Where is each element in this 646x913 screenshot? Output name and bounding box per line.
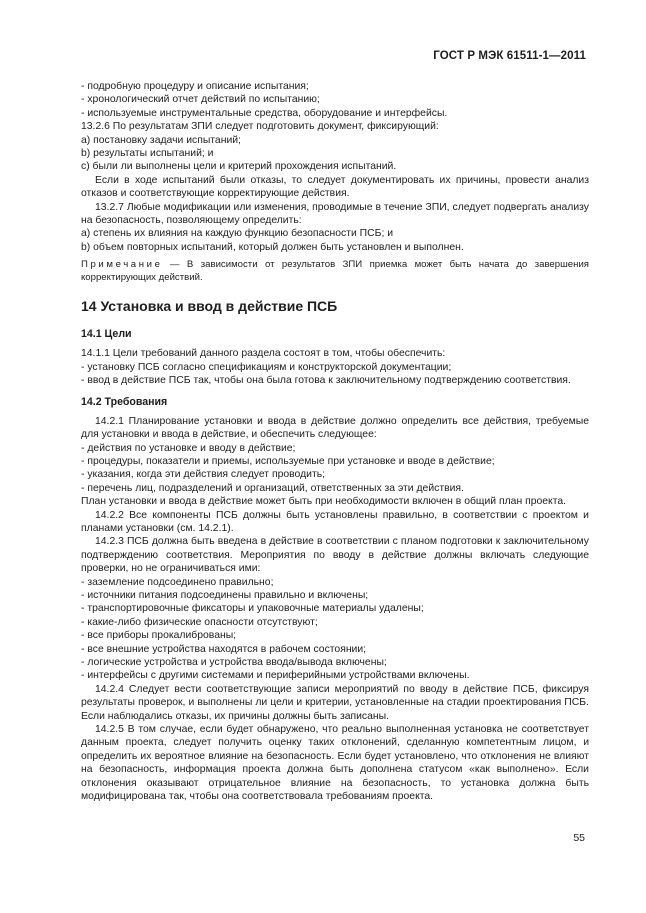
paragraph: 14.1.1 Цели требований данного раздела состоят в том, чтобы обеспечить: bbox=[81, 348, 446, 360]
page-number: 55 bbox=[573, 832, 585, 844]
paragraph: 14.2.2 Все компоненты ПСБ должны быть установлены правильно, в соответствии с проектом и планами установки (см. 14.2.1). bbox=[81, 509, 589, 534]
subsection-14-1-heading: 14.1 Цели bbox=[81, 328, 132, 341]
paragraph: - перечень лиц, подразделений и организаций, ответственных за эти действия. bbox=[81, 482, 464, 494]
paragraph: - подробную процедуру и описание испытания; bbox=[81, 81, 309, 92]
paragraph: Если в ходе испытаний были отказы, то следует документировать их причины, провести анализ отказов и соответствующие корректирующие действия. bbox=[81, 174, 589, 200]
subsection-14-2-heading: 14.2 Требования bbox=[81, 395, 168, 408]
paragraph: b) результаты испытаний; и bbox=[81, 148, 214, 160]
paragraph: 14.2.1 Планирование установки и ввода в действие должно определить все действия, требуемые для установки и ввода в действие, и обеспечить следующее: bbox=[81, 415, 589, 441]
paragraph: - транспортировочные фиксаторы и упаковочные материалы удалены; bbox=[81, 603, 424, 615]
paragraph: - все внешние устройства находятся в рабочем состоянии; bbox=[81, 643, 367, 655]
paragraph: - заземление подсоединено правильно; bbox=[81, 576, 274, 588]
paragraph: - установку ПСБ согласно спецификациям и конструкторской документации; bbox=[81, 361, 452, 373]
subsection-14-2-body bbox=[81, 415, 589, 804]
paragraph: - используемые инструментальные средства, оборудование и интерфейсы. bbox=[81, 107, 448, 119]
paragraph: 14.2.5 В том случае, если будет обнаружено, что реально выполненная установка не соответствует данным проекта, следует получить оценку таких отклонений, сделанную компетентным лицом, и определить их вероятное влияние на безопасность. Если будет установлено, что отклонения не влияют на безопасность, информация проекта должна быть дополнена статусом «как выполнено». Если отклонения оказывают отрицательное влияние на безопасность, то установка должна быть модифицирована так, чтобы она соответствовала требованиям проекта. bbox=[81, 724, 589, 803]
paragraph: 14.2.4 Следует вести соответствующие записи мероприятий по вводу в действие ПСБ, фиксируя результаты проверок, и выполнены ли цели и критерии, установленные на стадии проектирования ПСБ. Если наблюдались отказы, их причины должны быть записаны. bbox=[81, 683, 589, 722]
paragraph: - какие-либо физические опасности отсутствуют; bbox=[81, 616, 318, 628]
subsection-14-1-body bbox=[81, 347, 589, 387]
paragraph: a) степень их влияния на каждую функцию безопасности ПСБ; и bbox=[81, 228, 394, 240]
paragraph: b) объем повторных испытаний, который должен быть установлен и выполнен. bbox=[81, 241, 464, 253]
paragraph: - все приборы прокалиброваны; bbox=[81, 630, 237, 642]
paragraph: План установки и ввода в действие может быть при необходимости включен в общий план проекта. bbox=[81, 496, 567, 508]
note-label: Примечание bbox=[81, 259, 163, 271]
note bbox=[81, 259, 589, 284]
paragraph: - действия по установке и вводу в действие; bbox=[81, 442, 296, 454]
section-14-heading: 14 Установка и ввод в действие ПСБ bbox=[81, 298, 338, 315]
paragraph: c) были ли выполнены цели и критерий прохождения испытаний. bbox=[81, 161, 397, 173]
paragraph: a) постановку задачи испытаний; bbox=[81, 134, 241, 146]
paragraph: 14.2.3 ПСБ должна быть введена в действие в соответствии с планом подготовки к заключительному подтверждению соответствия. Мероприятия по вводу в действие должны включать следующие проверки, но не ограничиваться ими: bbox=[81, 536, 589, 575]
note-text: — В зависимости от результатов ЗПИ приемка может быть начата до завершения корректирующих действий. bbox=[81, 259, 589, 283]
paragraph: - указания, когда эти действия следует проводить; bbox=[81, 469, 326, 481]
paragraph: - ввод в действие ПСБ так, чтобы она была готова к заключительному подтверждению соответствия. bbox=[81, 375, 571, 387]
page-content bbox=[81, 80, 589, 803]
paragraph: - хронологический отчет действий по испытанию; bbox=[81, 94, 320, 106]
paragraph: - источники питания подсоединены правильно и включены; bbox=[81, 589, 369, 601]
paragraph: - процедуры, показатели и приемы, используемые при установке и вводе в действие; bbox=[81, 455, 495, 467]
paragraph: - интерфейсы с другими системами и периферийными устройствами включены. bbox=[81, 670, 470, 682]
section-13-continuation bbox=[81, 80, 589, 254]
paragraph: 13.2.6 По результатам ЗПИ следует подготовить документ, фиксирующий: bbox=[81, 121, 439, 133]
paragraph: 13.2.7 Любые модификации или изменения, проводимые в течение ЗПИ, следует подвергать анализу на безопасность, позволяющему определить: bbox=[81, 201, 589, 227]
paragraph: - логические устройства и устройства ввода/вывода включены; bbox=[81, 657, 387, 668]
document-code: ГОСТ Р МЭК 61511-1—2011 bbox=[433, 50, 586, 62]
